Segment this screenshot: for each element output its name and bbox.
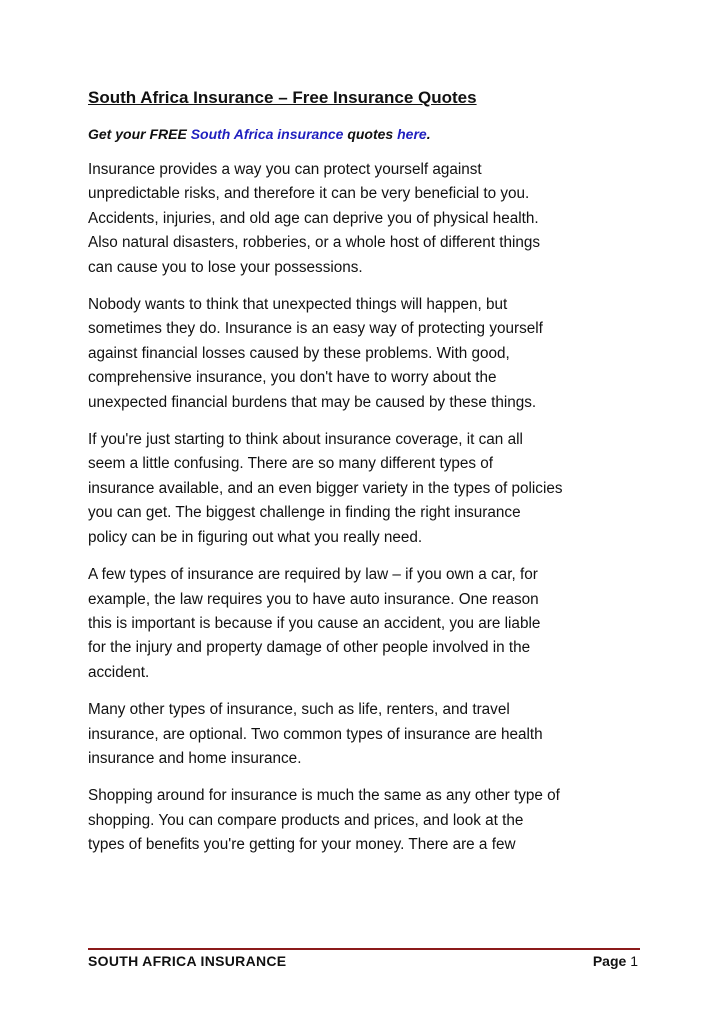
paragraph-line: Insurance provides a way you can protect yourself against [88,161,482,178]
paragraph-line: unexpected financial burdens that may be caused by these things. [88,393,537,411]
paragraph-line: Nobody wants to think that unexpected things will happen, but [88,296,508,314]
paragraph-line: Many other types of insurance, such as life, renters, and travel [88,701,510,719]
paragraph [88,698,644,771]
paragraph-line: can cause you to lose your possessions. [88,258,363,276]
subtitle-prefix: Get your FREE [88,126,191,142]
paragraph-line: policy can be in figuring out what you really need. [88,528,423,546]
paragraph-line: unpredictable risks, and therefore it can be very beneficial to you. [88,185,530,203]
subtitle [88,124,644,144]
paragraph-line: against financial losses caused by these problems. With good, [88,344,510,362]
document-page [88,86,644,871]
paragraph-line: shopping. You can compare products and prices, and look at the [88,811,524,829]
paragraph [88,293,644,415]
subtitle-middle: quotes [343,126,398,142]
paragraph [88,784,644,857]
paragraph-line: insurance and home insurance. [88,749,302,767]
paragraph-line: comprehensive insurance, you don't have to worry about the [88,369,497,387]
paragraph-line: for the injury and property damage of other people involved in the [88,639,531,657]
footer-title: SOUTH AFRICA INSURANCE [88,953,287,969]
paragraph-line: If you're just starting to think about insurance coverage, it can all [88,431,523,449]
paragraph-line: sometimes they do. Insurance is an easy way of protecting yourself [88,320,543,338]
paragraph [88,428,644,550]
body-text [88,158,644,858]
south-africa-insurance-link[interactable]: South Africa insurance [190,126,344,142]
paragraph-line: accident. [88,663,150,681]
page-indicator [593,953,638,969]
paragraph-line: Accidents, injuries, and old age can deprive you of physical health. [88,209,539,227]
page-number: 1 [630,953,638,969]
here-link[interactable]: here [397,126,427,142]
page-label: Page [592,953,627,969]
paragraph [88,158,644,280]
paragraph-line: types of benefits you're getting for your money. There are a few [88,836,516,854]
footer-divider [88,948,640,950]
paragraph-line: Also natural disasters, robberies, or a whole host of different things [88,234,541,252]
paragraph-line: insurance, are optional. Two common types of insurance are health [88,725,543,743]
page-title: South Africa Insurance – Free Insurance Quotes [88,88,477,107]
paragraph-line: you can get. The biggest challenge in finding the right insurance [88,504,521,522]
paragraph-line: insurance available, and an even bigger variety in the types of policies [88,479,563,497]
paragraph [88,563,644,685]
subtitle-suffix: . [426,126,431,142]
paragraph-line: this is important is because if you cause an accident, you are liable [88,614,541,632]
paragraph-line: A few types of insurance are required by law – if you own a car, for [88,566,538,584]
paragraph-line: example, the law requires you to have auto insurance. One reason [88,590,539,608]
paragraph-line: Shopping around for insurance is much the same as any other type of [88,787,560,805]
paragraph-line: seem a little confusing. There are so many different types of [88,455,494,473]
